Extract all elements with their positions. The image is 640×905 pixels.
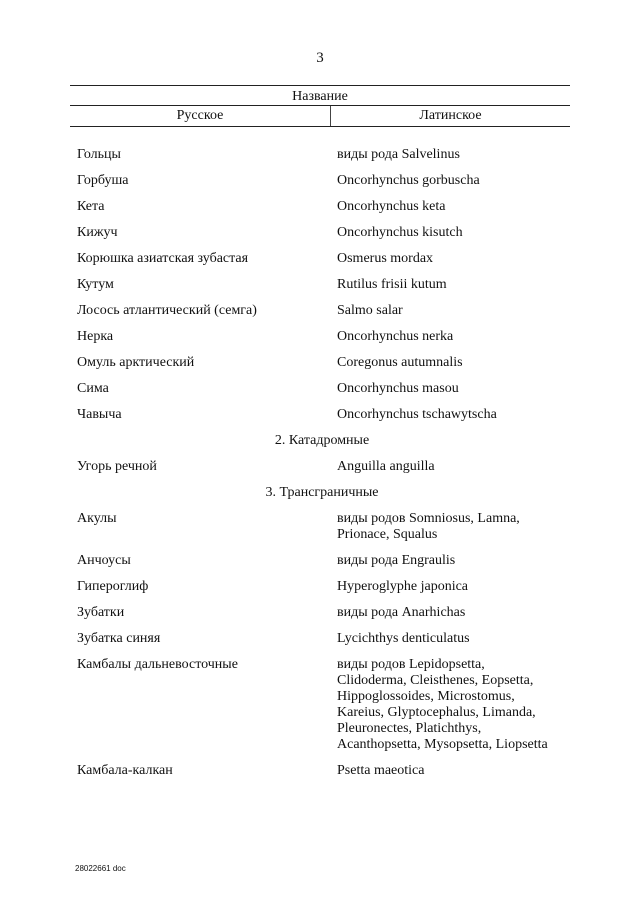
table-row	[77, 277, 557, 293]
russian-name: Анчоусы	[77, 553, 131, 568]
latin-name: виды рода Engraulis	[337, 553, 456, 568]
header-bottom-rule	[70, 126, 570, 127]
latin-name: Oncorhynchus keta	[337, 199, 446, 214]
table-row	[77, 407, 557, 423]
table-row	[77, 631, 557, 647]
russian-name: Камбалы дальневосточные	[77, 657, 238, 672]
russian-name: Корюшка азиатская зубастая	[77, 251, 249, 266]
latin-name: Oncorhynchus nerka	[337, 329, 454, 344]
latin-name: виды родов Somniosus, Lamna, Prionace, Squalus	[337, 511, 520, 542]
table-row	[77, 605, 557, 621]
latin-name: виды рода Salvelinus	[337, 147, 460, 162]
russian-name: Омуль арктический	[77, 355, 195, 370]
table-row	[77, 657, 557, 753]
table-row	[77, 763, 557, 779]
latin-name: виды родов Lepidopsetta, Clidoderma, Cleisthenes, Eopsetta, Hippoglossoides, Microstomus, Kareius, Glyptocephalus, Limanda, Pleuronectes, Platichthys, Acanthopsetta, Mysopsetta, Liopsetta	[337, 657, 548, 752]
russian-name: Угорь речной	[77, 459, 157, 474]
table-row	[77, 553, 557, 569]
russian-name: Чавыча	[77, 407, 122, 422]
russian-name: Кета	[77, 199, 105, 214]
russian-name: Камбала-калкан	[77, 763, 173, 778]
table-header	[70, 85, 570, 127]
russian-name: Лосось атлантический (семга)	[77, 303, 257, 318]
latin-name: Lycichthys denticulatus	[337, 631, 470, 646]
section-heading: 3. Трансграничные	[265, 485, 379, 500]
latin-name: Oncorhynchus masou	[337, 381, 459, 396]
latin-name: Anguilla anguilla	[337, 459, 435, 474]
column-header-latin: Латинское	[419, 108, 482, 123]
latin-name: Rutilus frisii kutum	[337, 277, 447, 292]
header-title: Название	[292, 89, 348, 104]
table-row	[77, 511, 557, 543]
table-row	[77, 579, 557, 595]
latin-name: Oncorhynchus kisutch	[337, 225, 463, 240]
section-heading: 2. Катадромные	[274, 433, 370, 448]
latin-name: Coregonus autumnalis	[337, 355, 463, 370]
russian-name: Зубатки	[77, 605, 125, 620]
table-row	[77, 251, 557, 267]
latin-name: Psetta maeotica	[337, 763, 425, 778]
latin-name: Hyperoglyphe japonica	[337, 579, 469, 594]
table-row	[77, 381, 557, 397]
latin-name: Oncorhynchus gorbuscha	[337, 173, 480, 188]
species-list	[77, 147, 557, 789]
page-number: 3	[316, 50, 324, 66]
russian-name: Нерка	[77, 329, 114, 344]
russian-name: Зубатка синяя	[77, 631, 161, 646]
table-row	[77, 173, 557, 189]
table-row	[77, 329, 557, 345]
table-row	[77, 225, 557, 241]
latin-name: Osmerus mordax	[337, 251, 434, 266]
latin-name: Oncorhynchus tschawytscha	[337, 407, 497, 422]
russian-name: Горбуша	[77, 173, 129, 188]
table-row	[77, 199, 557, 215]
table-row	[77, 303, 557, 319]
table-row	[77, 355, 557, 371]
russian-name: Акулы	[77, 511, 117, 526]
table-row	[77, 459, 557, 475]
table-row	[77, 147, 557, 163]
russian-name: Гольцы	[77, 147, 121, 162]
latin-name: Salmo salar	[337, 303, 403, 318]
russian-name: Кижуч	[77, 225, 118, 240]
russian-name: Гипероглиф	[77, 579, 149, 594]
document-footer: 28022661 doc	[75, 864, 126, 873]
latin-name: виды рода Anarhichas	[337, 605, 466, 620]
column-header-russian: Русское	[70, 106, 331, 126]
russian-name: Сима	[77, 381, 109, 396]
russian-name: Кутум	[77, 277, 114, 292]
header-columns	[70, 106, 570, 126]
